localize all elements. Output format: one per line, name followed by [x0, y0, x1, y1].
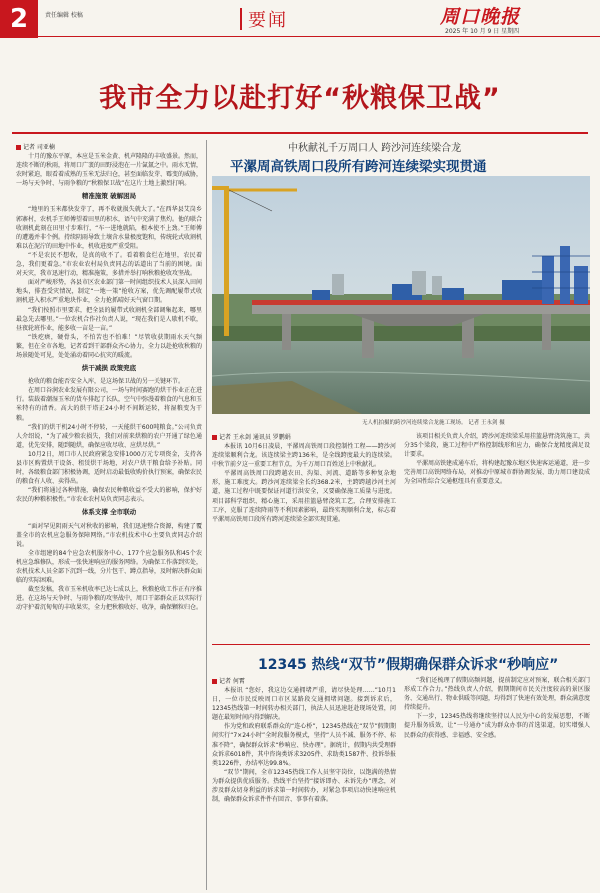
paragraph: 本报讯 “您好，我这边交通拥堵严重，请尽快处理……”10月1日，一位市民反映周口市区某路段交通拥堵问题。接到诉求后，12345热线第一时间转办相关部门，执法人员迅速赶赴现场处置，问题在最短时间内得到解决。 — [212, 687, 396, 722]
photo-caption: 无人机拍摄的跨沙河连续梁合龙施工现场。 记者 王永剑 摄 — [362, 420, 505, 426]
paragraph: “铁疙瘩，硬骨头，不怕苦也不怕难！”尽管收获期雨水天气频繁，但在全市各地，记者看到干部群众齐心协力，全力以赴抢收秋粮的场景随处可见，处处涌动着同心抗灾的暖流。 — [16, 333, 202, 359]
hotline-body-col1 — [212, 686, 396, 890]
paragraph: “我们按照市里要求，把全县的履带式收割机全部调集起来，哪里最急先去哪里。”一位农机合作社负责人说，“现在我们是人歇机不歇，昼夜轮班作业，能多收一亩是一亩。” — [16, 306, 202, 332]
main-headline: 我市全力以赴打好“秋粮保卫战” — [99, 83, 501, 114]
section-title: 要闻 — [248, 10, 288, 31]
headline-rule — [12, 132, 588, 134]
issue-date: 2025 年 10 月 9 日 星期四 — [445, 28, 520, 35]
hotline-headline: 12345 热线“双节”假期确保群众诉求“秒响应” — [258, 657, 559, 673]
paragraph: “我们还梳理了假期高频问题，提前制定应对预案，联合相关部门形成工作合力。”热线负责人介绍，假期期间市民关注度较高的景区服务、交通出行、物业供暖等问题，均得到了快速有效处理，群众满意度持续提升。 — [404, 677, 590, 712]
left-article-body — [16, 152, 202, 890]
rail-body-col2 — [404, 432, 590, 638]
bridge-photo-illustration — [212, 176, 590, 414]
paragraph: 十月的豫东平原，本应是玉米金黄、机声隆隆的丰收盛景。然而，连续不断的秋雨，将周口广袤的田野浸泡在一片氤氲之中。雨水无情，农时紧迫，眼看着成熟的玉米无法归仓，甚至面临发芽、霉变的威胁，一场与天争时、与雨争粮的“秋粮保卫战”在这片土地上激烈打响。 — [16, 153, 202, 188]
section-subheading: 精准施策 破解困局 — [81, 192, 137, 201]
paragraph: 面对严峻形势，各县市区农业部门第一时间组织技术人员深入田间地头，排查受灾情况，制定“一地一策”抢收方案，优先调配履带式收割机进入积水严重地块作业，全力抢抓晴好天气窗口期。 — [16, 279, 202, 305]
editor-line: 责任编辑 校稿 — [45, 12, 83, 19]
paragraph: 全市组建的84个应急农机服务中心、177个应急服务队和45个农机应急维修队，形成一张快速响应的服务网络。为确保工作落到实处，农机技术人员全部下沉到一线，分片包干、蹲点指导，及时解决群众面临的实际困难。 — [16, 549, 202, 585]
article-separator — [212, 644, 590, 645]
paragraph: 作为党和政府联系群众的“连心桥”，12345热线在“双节”假期期间实行“7×24小时”全时段服务模式，坚持“人员不减、服务不停、标准不降”，确保群众诉求“秒响应、快办理”。据统计，假期内共受理群众诉求6018件，其中咨询类诉求3205件、求助类1587件、投诉举报类1226件，办结率达99.8%。 — [212, 723, 396, 767]
paragraph: 在周口谷润农业发展有限公司，一场与时间赛跑的烘干作业正在进行。装载着潮湿玉米的货车排起了长队，空气中弥漫着粮食的气息和玉米特有的清香。高大的烘干塔正24小时不间断运转，将湿粮变为干粮。 — [16, 387, 202, 422]
paragraph: 10月2日，周口市人民政府紧急安排1000万元专项资金，支持各县市区购置烘干设备、租赁烘干场地，对农户烘干粮食给予补贴。同时，各级粮食部门积极协调，适时启动最低收购价执行预案，确保农民的粮食有人收、卖得出。 — [16, 450, 202, 486]
paragraph: 截至发稿，我市玉米机收率已达七成以上，秋粮抢收工作正有序推进。在这场与天争时、与雨争粮的攻坚战中，周口干部群众正以实际行动守护着沉甸甸的丰收果实，全力把秋粮收好、收净，确保颗粒归仓。 — [16, 586, 202, 612]
rail-headline: 平漯周高铁周口段所有跨河连续梁实现贯通 — [230, 159, 487, 175]
newspaper-logo: 周口晚报 — [440, 6, 521, 28]
paragraph: “我们的烘干机24小时不停转，一天能烘干600吨粮食。”公司负责人介绍说，“为了减少粮农损失，我们对前来烘粮的农户开通了绿色通道，优先安排，随到随烘，确保应收尽收、应烘尽烘。” — [16, 423, 202, 449]
paragraph: “地里的玉米都快发芽了，再不收就损失就大了。”在西华县艾岗乡郭寨村，农机手王师傅望着田里的积水，语气中充满了焦灼。他的联合收割机此刻在田里寸步难行，“车一进地就陷，根本使不上劲。”王师傅的遭遇并非个例。持续阴雨导致土壤含水量极度饱和，传统轮式收割机难以在泥泞的田地中作业，机收进度严重受阻。 — [16, 206, 202, 250]
section-subheading: 烘干减损 政策兜底 — [81, 364, 137, 373]
paragraph: “双节”期间，全市12345热线工作人员坚守岗位，以饱满的热情为群众提供优质服务。热线平台坚持“接诉即办、未诉先办”理念，对涉及群众切身利益的诉求第一时间转办，对紧急事项启动快速响应机制，确保群众诉求件件有回音、事事有着落。 — [212, 768, 396, 804]
left-byline: 记者 司亚楠 — [16, 142, 55, 151]
page-number: 2 — [0, 0, 38, 38]
section-subheading: 体系支撑 全市联动 — [81, 508, 137, 517]
paragraph: 本报讯 10月6日凌晨，平漯周高铁周口段控制性工程——跨沙河连续梁顺利合龙。该连续梁主跨136米，是全线跨度最大的连续梁。中秋节前夕这一重要工程节点，为千万周口百姓送上中秋献礼。 — [212, 443, 396, 469]
section-divider — [240, 8, 242, 30]
paragraph: 抢收的粮食能否安全入库，是这场保卫战的另一关键环节。 — [28, 378, 185, 386]
paragraph: 平漯周高铁周口段跨越农田、沟渠、河流、道路等多种复杂地形，施工难度大。跨沙河连续梁全长约368.2米，主跨跨越沙河主河道，施工过程中既要保证河道行洪安全，又要确保施工质量与进度。项目部科学组织、精心施工，采用挂篮悬臂浇筑工艺，合理安排施工工序，克服了连续降雨等不利因素影响，最终实现顺利合龙，标志着平漯周高铁周口段所有跨河连续梁全部实现贯通。 — [212, 470, 396, 523]
hotline-body-col2 — [404, 676, 590, 890]
paragraph: 平漯周高铁建成通车后，将构建起豫东地区快速客运通道，进一步完善周口高铁网络布局，对推动中原城市群协调发展、助力周口建设成为全国性综合交通枢纽具有重要意义。 — [404, 460, 590, 486]
masthead-rule — [38, 36, 600, 37]
paragraph: “不是农民不想收，是真的收不了。看着粮食烂在地里，农民着急，我们更着急。”市农业农村局负责同志的话道出了当前的困境。面对天灾，我市迅速行动，精准施策，多措并举打响秋粮抢收攻坚战。 — [16, 251, 202, 278]
hotline-byline: 记者 何霄 — [212, 676, 245, 685]
column-divider — [206, 140, 207, 890]
paragraph: 下一步，12345热线将继续坚持以人民为中心的发展思想，不断提升服务质效，让“一号通办”成为群众办事的首选渠道，切实增强人民群众的获得感、幸福感、安全感。 — [404, 713, 590, 739]
bridge-photo — [212, 176, 590, 414]
rail-kicker: 中秋献礼千万周口人 跨沙河连续梁合龙 — [288, 143, 462, 154]
rail-byline: 记者 王永剑 通讯员 罗鹏娟 — [212, 432, 291, 441]
paragraph: “面对罕见阴雨天气对秋收的影响，我们迅速整合资源，构建了覆盖全市的农机应急服务保障网络。”市农机技术中心主要负责同志介绍说。 — [16, 522, 202, 548]
paragraph: 该项目相关负责人介绍，跨沙河连续梁采用挂篮悬臂浇筑施工，共分35个梁段，施工过程中严格控制线形和应力，确保合龙精度满足设计要求。 — [404, 433, 590, 459]
paragraph: “我们将通过各种措施，确保农民种粮收益不受大的影响，保护好农民的种粮积极性。”市农业农村局负责同志表示。 — [16, 487, 202, 504]
rail-body-col1 — [212, 442, 396, 638]
